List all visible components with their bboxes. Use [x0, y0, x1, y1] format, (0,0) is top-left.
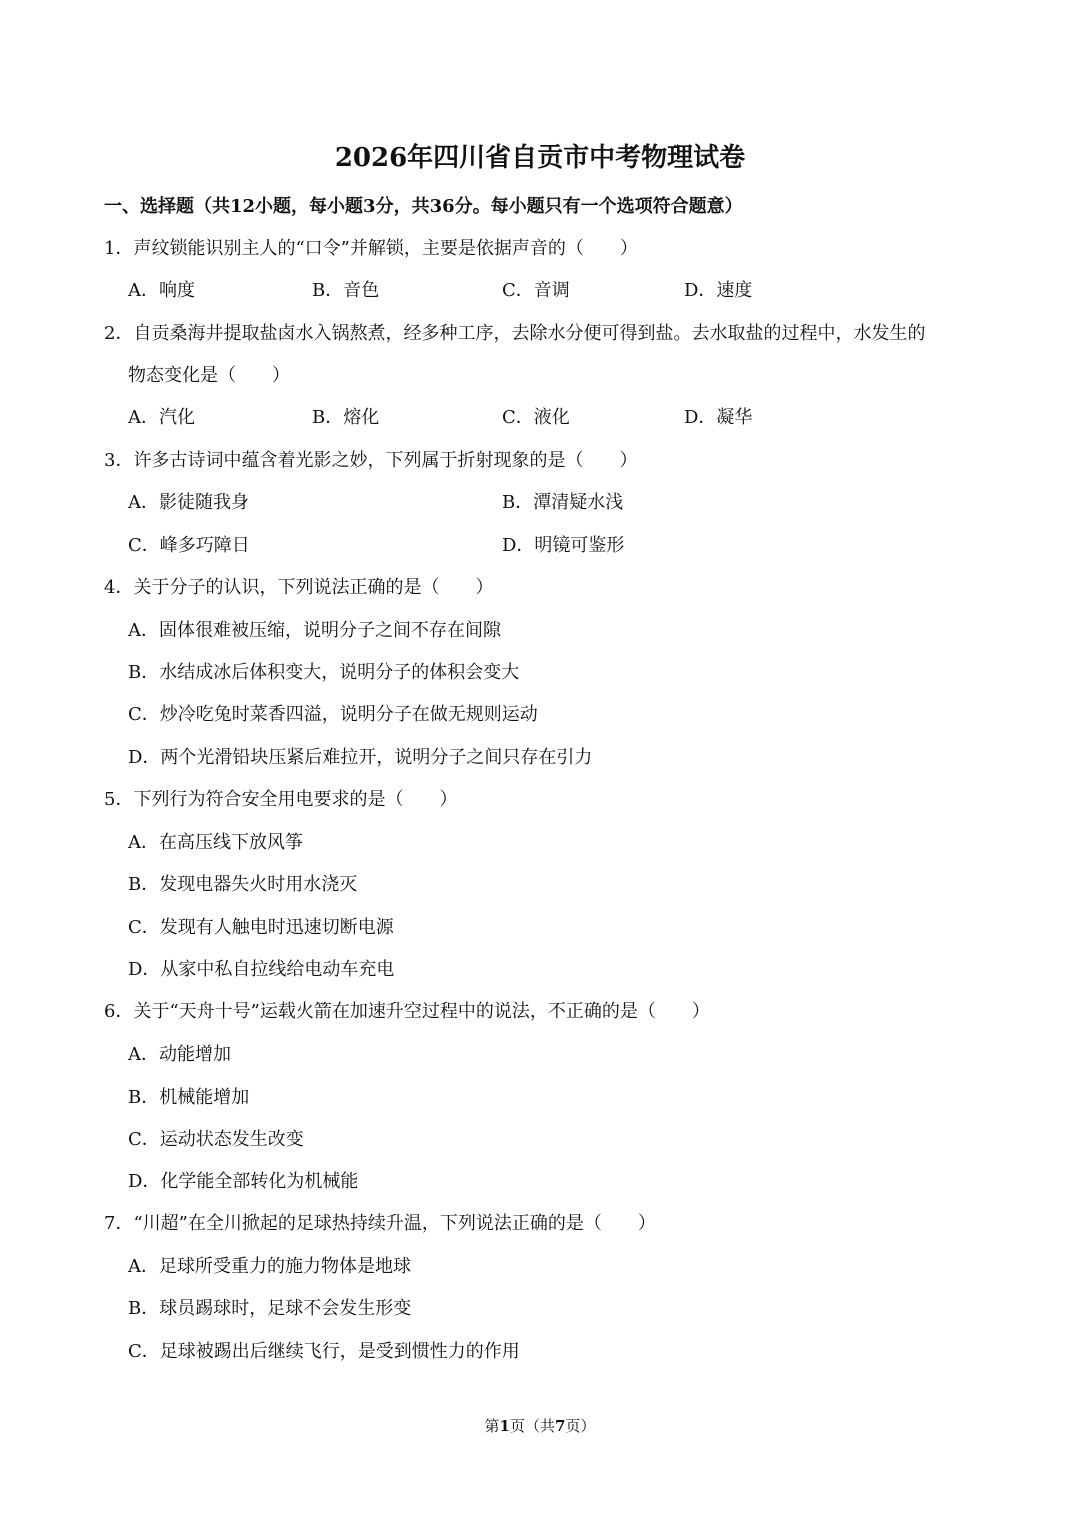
question-5-option-b: B．发现电器失火时用水浇灭	[128, 874, 358, 895]
question-4-option-c: C．炒冷吃兔时菜香四溢，说明分子在做无规则运动	[128, 704, 538, 725]
question-3-option-c: C．峰多巧障日	[128, 535, 250, 556]
question-3-stem: 3．许多古诗词中蕴含着光影之妙，下列属于折射现象的是（ ）	[104, 450, 638, 471]
question-2-option-b: B．熔化	[312, 407, 380, 428]
question-5-option-d: D．从家中私自拉线给电动车充电	[128, 959, 395, 980]
question-6-stem: 6．关于“天舟十号”运载火箭在加速升空过程中的说法，不正确的是（ ）	[104, 1001, 710, 1022]
question-6-option-c: C．运动状态发生改变	[128, 1129, 304, 1150]
section-heading: 一、选择题（共12小题，每小题3分，共36分。每小题只有一个选项符合题意）	[104, 196, 743, 217]
question-4-option-a: A．固体很难被压缩，说明分子之间不存在间隙	[128, 620, 501, 641]
question-6-option-a: A．动能增加	[128, 1044, 231, 1065]
footer-suffix: 页）	[565, 1417, 596, 1435]
page-footer	[0, 1412, 1080, 1440]
question-5-option-a: A．在高压线下放风筝	[128, 832, 303, 853]
footer-total-pages: 7	[555, 1417, 566, 1435]
question-2-stem: 2．自贡桑海井提取盐卤水入锅熬煮，经多种工序，去除水分便可得到盐。去水取盐的过程中，水发生的	[104, 323, 926, 344]
question-6-option-b: B．机械能增加	[128, 1087, 250, 1108]
footer-prefix: 第	[484, 1417, 500, 1435]
question-3-option-a: A．影徒随我身	[128, 492, 249, 513]
question-2-option-d: D．凝华	[684, 407, 753, 428]
question-7-option-b: B．球员踢球时，足球不会发生形变	[128, 1298, 412, 1319]
question-2-option-c: C．液化	[502, 407, 570, 428]
question-1-stem: 1．声纹锁能识别主人的“口令”并解锁，主要是依据声音的（ ）	[104, 238, 638, 259]
exam-title: 2026年四川省自贡市中考物理试卷	[334, 143, 746, 173]
question-4-option-d: D．两个光滑铅块压紧后难拉开，说明分子之间只存在引力	[128, 747, 593, 768]
question-2-option-a: A．汽化	[128, 407, 195, 428]
footer-page-number: 1	[499, 1417, 510, 1435]
question-1-option-b: B．音色	[312, 280, 380, 301]
footer-middle: 页（共	[509, 1417, 555, 1435]
question-7-option-c: C．足球被踢出后继续飞行，是受到惯性力的作用	[128, 1341, 520, 1362]
question-1-option-d: D．速度	[684, 280, 753, 301]
question-1-option-a: A．响度	[128, 280, 195, 301]
question-6-option-d: D．化学能全部转化为机械能	[128, 1171, 359, 1192]
question-1-option-c: C．音调	[502, 280, 570, 301]
question-4-stem: 4．关于分子的认识，下列说法正确的是（ ）	[104, 577, 494, 598]
question-3-option-b: B．潭清疑水浅	[502, 492, 624, 513]
question-4-option-b: B．水结成冰后体积变大，说明分子的体积会变大	[128, 662, 520, 683]
question-7-stem: 7．“川超”在全川掀起的足球热持续升温，下列说法正确的是（ ）	[104, 1213, 656, 1234]
question-2-stem-continued: 物态变化是（ ）	[128, 365, 290, 386]
question-5-option-c: C．发现有人触电时迅速切断电源	[128, 917, 394, 938]
question-7-option-a: A．足球所受重力的施力物体是地球	[128, 1256, 411, 1277]
question-3-option-d: D．明镜可鉴形	[502, 535, 625, 556]
question-5-stem: 5．下列行为符合安全用电要求的是（ ）	[104, 789, 458, 810]
